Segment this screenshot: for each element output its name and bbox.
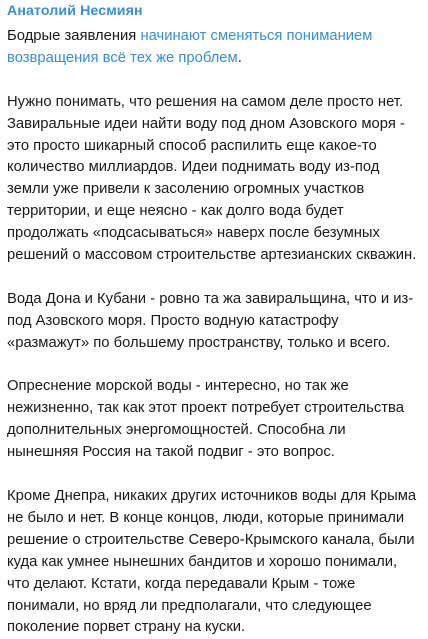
body-paragraph: Кроме Днепра, никаких других источников воды для Крыма не было и нет. В конце концов, люди, которые принимали решение о строительстве Северо-Крымского канала, были куда как умнее нынешних бандитов и хорошо понимали, что делают. Кстати, когда передавали Крым - тоже понимали, но вряд ли предполагали, что следующее поколение порвет страну на куски. [7, 487, 417, 636]
intro-paragraph [7, 26, 418, 70]
intro-link[interactable]: начинают сменяться пониманием возвращения всё тех же проблем [7, 28, 373, 66]
author-name[interactable]: Анатолий Несмиян [7, 3, 143, 19]
intro-text: Бодрые заявления [7, 28, 141, 44]
body-paragraph: Нужно понимать, что решения на самом деле просто нет. Завиральные идеи найти воду под дном Азовского моря - это просто шикарный способ распилить еще какое-то количество миллиардов. Идеи поднимать воду из-под земли уже привели к засолению огромных участков территории, и еще неясно - как долго вода будет продолжать «подсасываться» наверх после безумных решений о массовом строительстве артезианских скважин. [7, 93, 417, 264]
intro-end: . [237, 49, 242, 66]
body-paragraph: Вода Дона и Кубани - ровно та жа завиральщина, что и из-под Азовского моря. Просто водную катастрофу «размажут» по большему пространству, только и всего. [7, 290, 414, 351]
body-paragraph: Опреснение морской воды - интересно, но так же нежизненно, так как этот проект потребует строительства дополнительных энергомощностей. Способна ли нынешняя Россия на такой подвиг - это вопрос. [7, 378, 404, 461]
